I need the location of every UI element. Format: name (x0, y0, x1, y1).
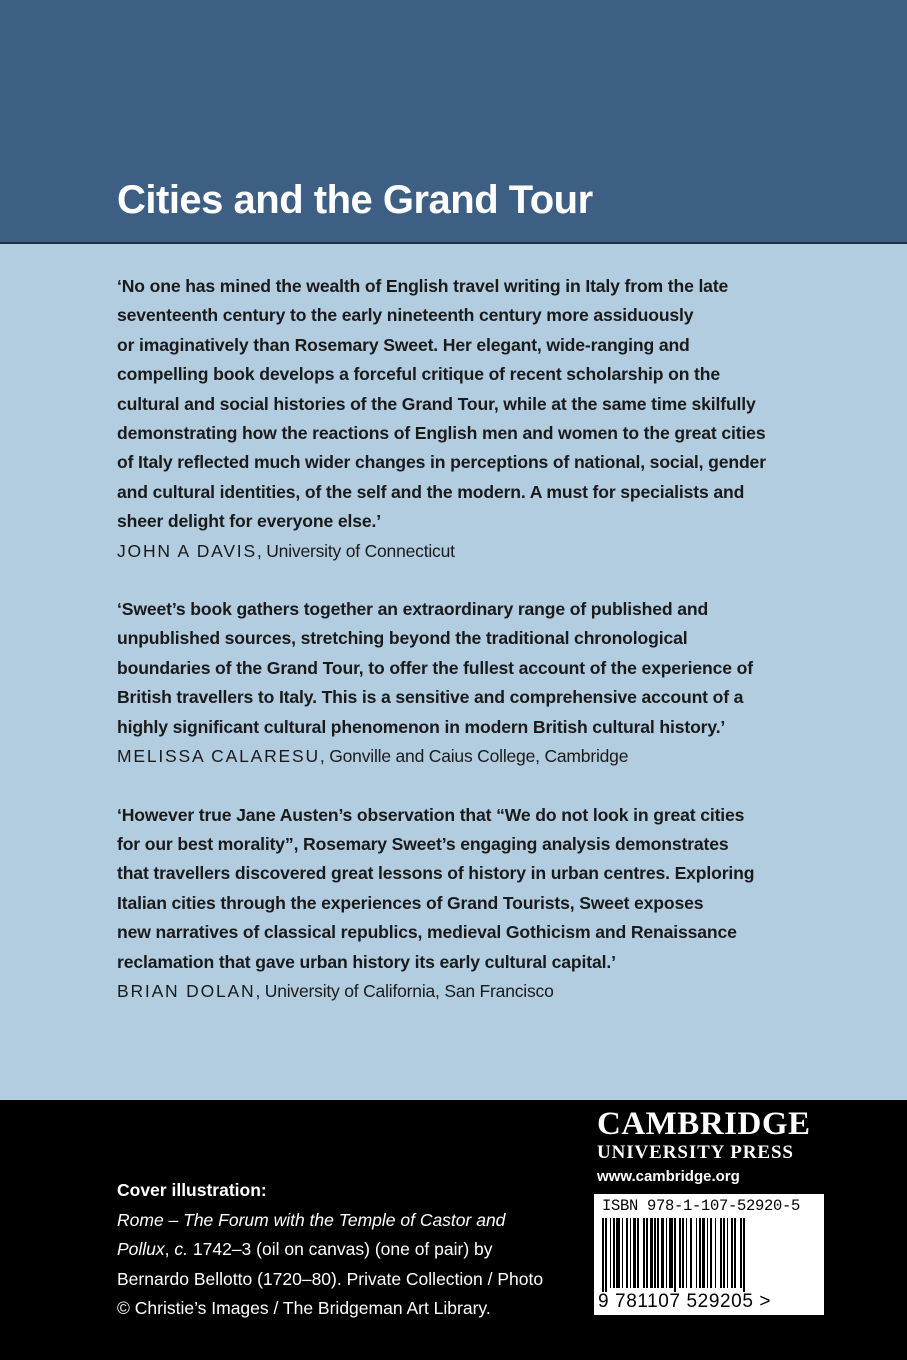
review-attribution (117, 742, 817, 771)
barcode-bar (715, 1218, 716, 1288)
barcode-bar (727, 1218, 728, 1288)
cover-credit-line: Rome – The Forum with the Temple of Castor and (117, 1209, 506, 1230)
barcode-bar (637, 1218, 639, 1288)
barcode-bar (707, 1218, 708, 1288)
barcode-bar (657, 1218, 659, 1288)
publisher-url: www.cambridge.org (597, 1168, 740, 1185)
barcode (594, 1194, 824, 1315)
barcode-bar (743, 1218, 745, 1292)
barcode-bar (686, 1218, 687, 1288)
review-quote: ‘However true Jane Austen’s observation that “We do not look in great cities for our best morality”, Rosemary Sweet’s engaging analysis demonstrates that travellers discovered great lessons of history in urban centres. Exploring Italian cities through the experiences of Grand Tourists, Sweet exposes new narratives of classical republics, medieval Gothicism and Renaissance reclamation that gave urban history its early cultural capital.’ (117, 804, 755, 972)
barcode-bar (605, 1218, 607, 1292)
barcode-bar (630, 1218, 631, 1288)
reviewer-name: BRIAN DOLAN (117, 980, 256, 1001)
isbn-label: ISBN 978-1-107-52920-5 (602, 1197, 801, 1215)
publisher-name: CAMBRIDGE (597, 1106, 811, 1142)
barcode-bar (696, 1218, 697, 1288)
barcode-bar (646, 1218, 648, 1288)
barcode-bar (674, 1218, 676, 1292)
review-1 (117, 272, 817, 566)
cover-credit-line: Pollux, c. 1742–3 (oil on canvas) (one of pair) by (117, 1239, 493, 1260)
cover-credit-heading: Cover illustration: (117, 1180, 267, 1200)
barcode-bar (710, 1218, 712, 1288)
barcode-bar (650, 1218, 653, 1288)
header-divider (0, 242, 907, 244)
review-quote: ‘Sweet’s book gathers together an extraordinary range of published and unpublished sources, stretching beyond the traditional chronological boundaries of the Grand Tour, to offer the fullest account of the experience of British travellers to Italy. This is a sensitive and comprehensive account of a highly significant cultural phenomenon in modern British cultural history.’ (117, 599, 753, 737)
barcode-bar (610, 1218, 611, 1288)
barcode-bar (699, 1218, 701, 1288)
publisher-subname: UNIVERSITY PRESS (597, 1142, 794, 1163)
barcode-bar (613, 1218, 615, 1288)
barcode-bar (602, 1218, 604, 1292)
book-title: Cities and the Grand Tour (117, 178, 593, 222)
barcode-bar (679, 1218, 681, 1288)
barcode-digits: 9 781107 529205 > (598, 1291, 772, 1312)
barcode-bar (720, 1218, 722, 1288)
barcode-bar (654, 1218, 656, 1288)
barcode-bar (690, 1218, 692, 1288)
barcode-bar (666, 1218, 667, 1288)
cover-credit-line: © Christie’s Images / The Bridgeman Art Library. (117, 1298, 491, 1319)
barcode-bar (740, 1218, 742, 1288)
barcode-bar (643, 1218, 645, 1288)
barcode-bar (723, 1218, 725, 1288)
barcode-bar (731, 1218, 733, 1288)
barcode-bar (661, 1218, 664, 1288)
reviewer-institution: , University of California, San Francisco (255, 980, 554, 1001)
barcode-bar (616, 1218, 620, 1288)
reviews-section (117, 272, 817, 1035)
reviewer-institution: , Gonville and Caius College, Cambridge (319, 746, 629, 767)
publisher-logo (597, 1106, 827, 1188)
review-attribution (117, 537, 817, 566)
review-3 (117, 801, 817, 1007)
review-2 (117, 595, 817, 771)
barcode-bar (626, 1218, 628, 1288)
reviewer-name: MELISSA CALARESU (117, 746, 320, 767)
reviewer-institution: , University of Connecticut (256, 540, 455, 561)
review-attribution (117, 977, 817, 1006)
barcode-bar (669, 1218, 673, 1288)
barcode-bar (622, 1218, 623, 1288)
review-quote: ‘No one has mined the wealth of English travel writing in Italy from the late seventeenth century to the early nineteenth century more assiduously or imaginatively than Rosemary Sweet. Her elegant, wide-ranging and compelling book develops a forceful critique of recent scholarship on the cultural and social histories of the Grand Tour, while at the same time skilfully demonstrating how the reactions of English men and women to the great cities of Italy reflected much wider changes in perceptions of national, social, gender and cultural identities, of the self and the modern. A must for specialists and sheer delight for everyone else.’ (117, 276, 766, 532)
barcode-bar (734, 1218, 736, 1288)
cover-credit-line: Bernardo Bellotto (1720–80). Private Collection / Photo (117, 1268, 544, 1289)
barcode-bar (702, 1218, 705, 1288)
reviewer-name: JOHN A DAVIS (117, 540, 257, 561)
cover-credit (117, 1176, 587, 1324)
barcode-bar (682, 1218, 684, 1288)
barcode-bar (633, 1218, 636, 1288)
